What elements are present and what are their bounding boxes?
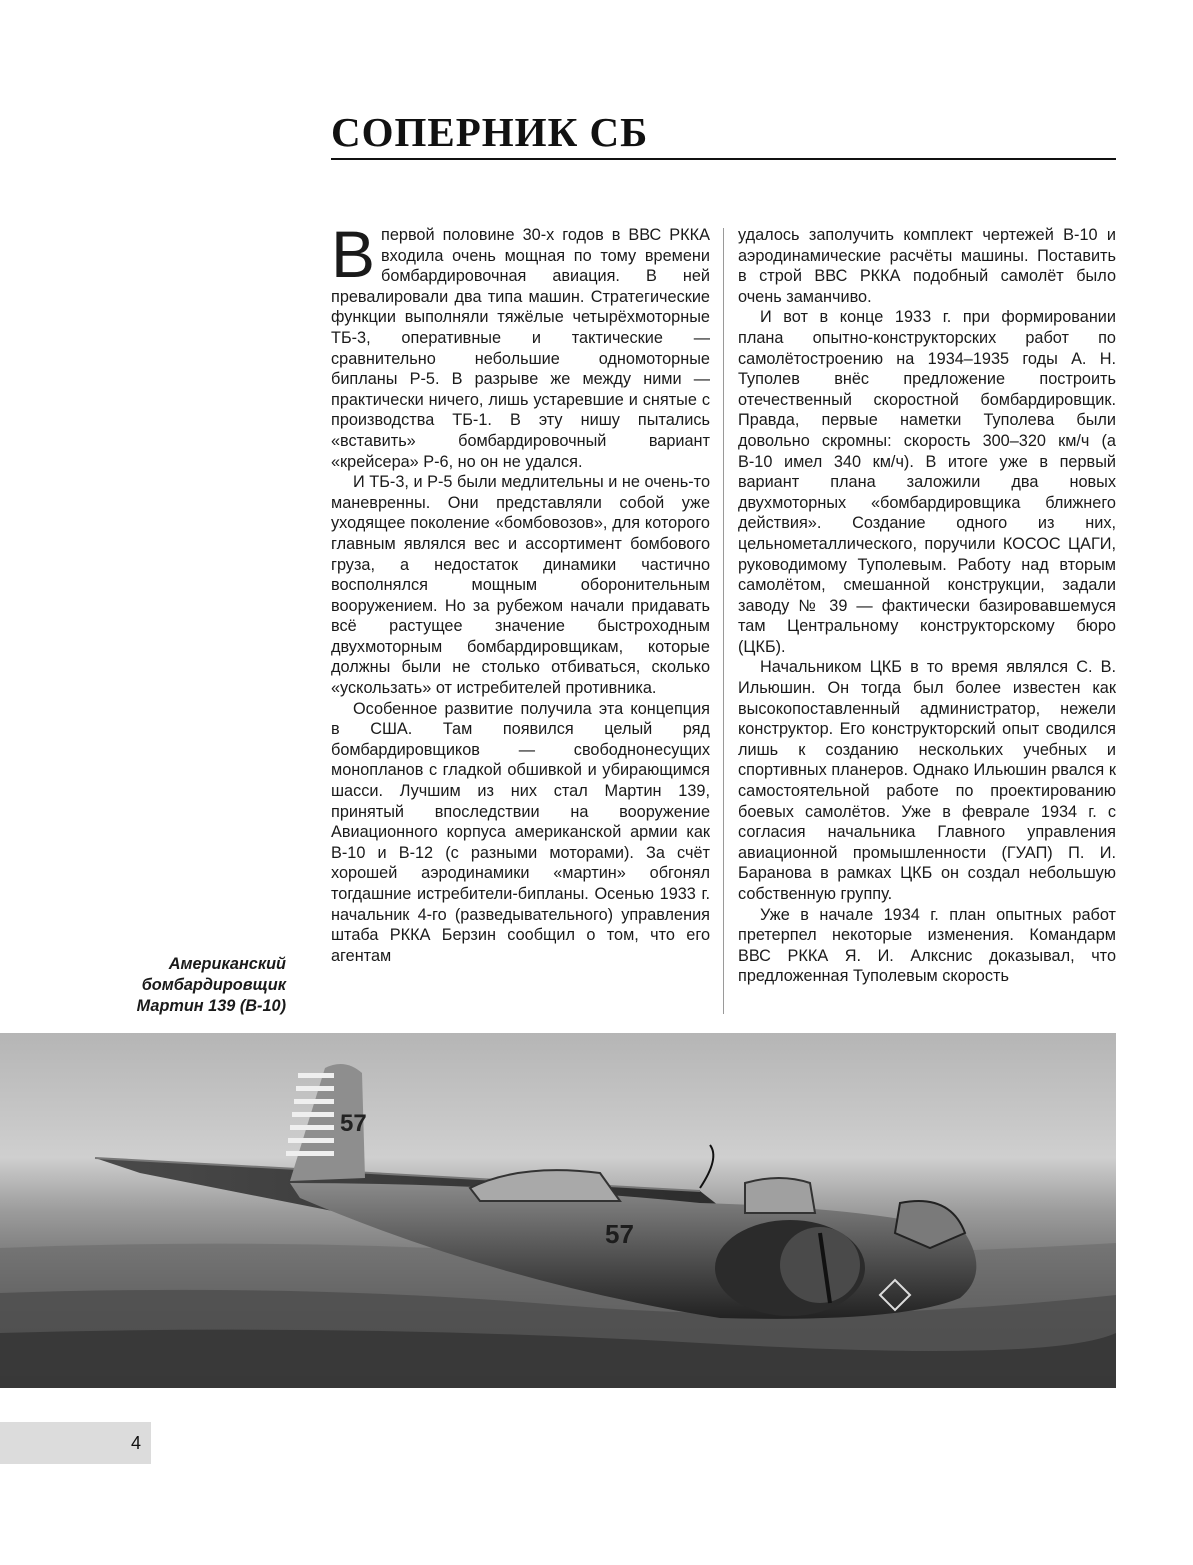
martin-139-photo xyxy=(0,1033,1116,1388)
article-paragraph: Начальником ЦКБ в то время являлся С. В. Ильюшин. Он тогда был более известен как высокопоставленный администратор, нежели конструктор. Его конструкторский опыт сводился лишь к созданию нескольких учебных и спортивных планеров. Однако Ильюшин рвался к самостоятельной работе по проектированию боевых самолётов. Уже в феврале 1934 г. с согласия начальника Главного управления авиационной промышленности (ГУАП) П. И. Баранова в рамках ЦКБ он создал небольшую собственную группу. xyxy=(738,658,1116,903)
article-paragraph: В первой половине 30-х годов в ВВС РККА входила очень мощная по тому времени бомбардировочная авиация. В ней превалировали два типа машин. Стратегические функции выполняли тяжёлые четырёхмоторные ТБ-3, оперативные и тактические — сравнительно небольшие одномоторные бипланы Р-5. В разрыве же между ними — практически ничего, лишь устаревшие и снятые с производства ТБ-1. В эту нишу пытались «вставить» бомбардировочный вариант «крейсера» Р-6, но он не удался. xyxy=(331,225,710,471)
column-divider xyxy=(723,228,724,1014)
fuselage-marking: 57 xyxy=(605,1219,634,1249)
article-paragraph: удалось заполучить комплект чертежей В-10 и аэродинамические расчёты машины. Поставить в строй ВВС РККА подобный самолёт было очень заманчиво. xyxy=(738,226,1116,306)
title-rule xyxy=(331,158,1116,160)
page-number: 4 xyxy=(130,1433,141,1453)
article-column-left xyxy=(331,225,710,1015)
page-title: СОПЕРНИК СБ xyxy=(331,109,649,155)
article-column-right xyxy=(738,225,1116,1015)
article-paragraph: Уже в начале 1934 г. план опытных работ претерпел некоторые изменения. Командарм ВВС РККА Я. И. Алкснис доказывал, что предложенная Туполевым скорость xyxy=(738,905,1116,986)
article-paragraph: И ТБ-3, и Р-5 были медлительны и не очень-то маневренны. Они представляли собой уже уходящее поколение «бомбовозов», для которого главным являлся вес и ассортимент бомбового груза, а недостаток динамики частично восполнялся мощным оборонительным вооружением. Но за рубежом начали придавать всё растущее значение быстроходным двухмоторным бомбардировщикам, которые должны были не столько отбиваться, сколько «ускользать» от истребителей противника. xyxy=(331,473,710,698)
bomber-photo xyxy=(0,1033,1116,1388)
article-paragraph: Особенное развитие получила эта концепция в США. Там появился целый ряд бомбардировщиков — свободнонесущих монопланов с гладкой обшивкой и убирающимся шасси. Лучшим из них стал Мартин 139, принятый впоследствии на вооружение Авиационного корпуса американской армии как В-10 и В-12 (с разными моторами). За счёт хорошей аэродинамики «мартин» обгонял тогдашние истребители-бипланы. Осенью 1933 г. начальник 4-го (разведывательного) управления штаба РККА Берзин сообщил о том, что его агентам xyxy=(331,699,710,965)
photo-caption: Американский бомбардировщик Мартин 139 (В-10) xyxy=(136,955,286,1015)
article-paragraph: И вот в конце 1933 г. при формировании плана опытно-конструкторских работ по самолётостроению на 1934–1935 годы А. Н. Туполев внёс предложение построить отечественный скоростной бомбардировщик. Правда, первые наметки Туполева были довольно скромны: скорость 300–320 км/ч (а В-10 имел 340 км/ч). В итоге уже в первый вариант плана заложили два новых двухмоторных «бомбардировщика ближнего действия». Создание одного из них, цельнометаллического, поручили КОСОС ЦАГИ, руководимому Туполевым. Работу над вторым самолётом, смешанной конструкции, задали заводу № 39 — фактически базировавшемуся там Центральному конструкторскому бюро (ЦКБ). xyxy=(738,308,1116,656)
tail-number: 57 xyxy=(340,1110,367,1137)
drop-cap: В xyxy=(331,225,376,291)
